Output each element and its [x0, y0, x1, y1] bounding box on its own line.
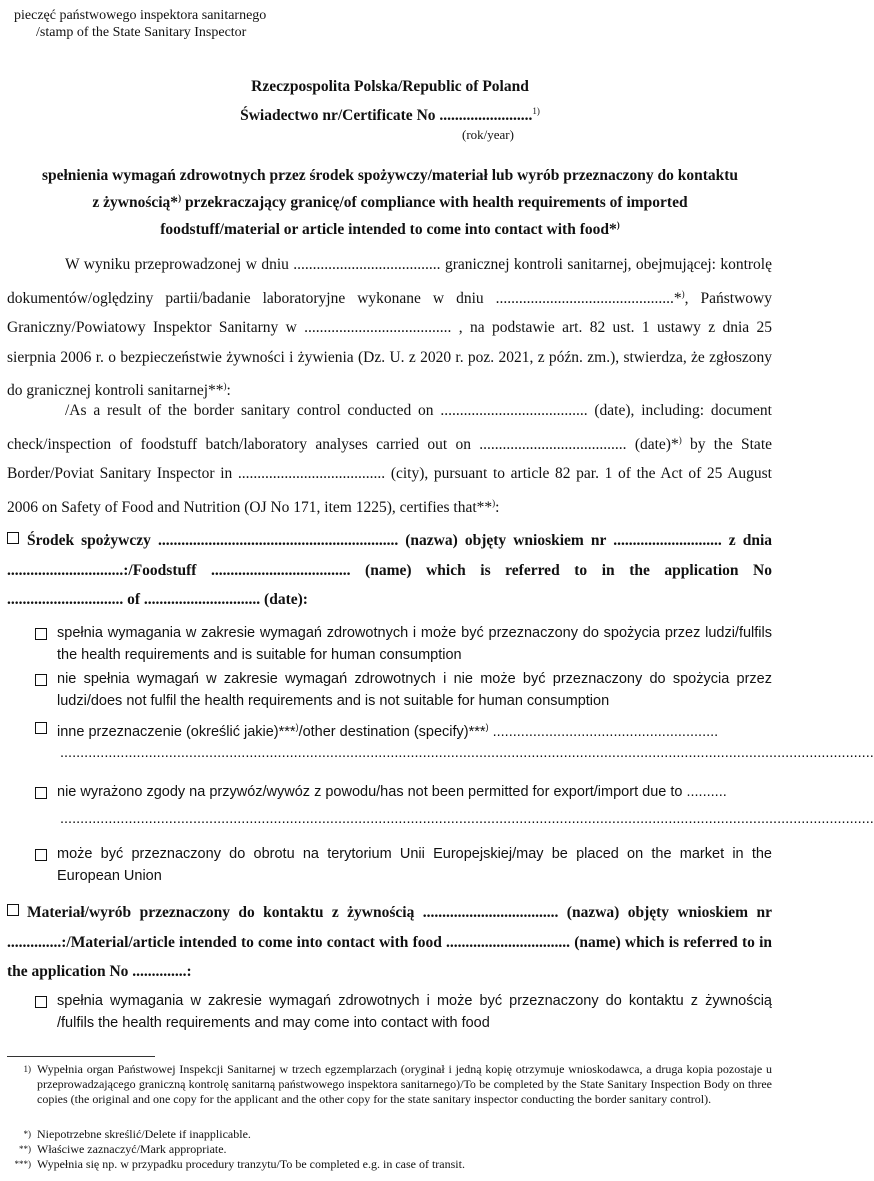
option-other-destination-text [35, 716, 772, 743]
stamp-caption [14, 7, 266, 41]
paragraph-english-content [7, 396, 772, 522]
footnote-2-text: Niepotrzebne skreślić/Delete if inapplicable. [37, 1127, 251, 1141]
footnote-3-mark: **) [19, 1144, 31, 1154]
paragraph-polish-a: W wyniku przeprowadzonej w dniu ...................................... granicznej kontroli sanitarnej, obejmującej: kontrolę dokumentów/oględziny partii/badanie laboratoryjne wykonane w dniu ..............................................* [7, 256, 772, 307]
option-not-permitted-text: nie wyrażono zgody na przywóz/wywóz z powodu/has not been permitted for export/import due to .......... [57, 784, 727, 800]
option-not-suitable-consumption-text: nie spełnia wymagań w zakresie wymagań zdrowotnych i nie może być przeznaczony do spożycia przez ludzi/does not fulfil the health requirements and is not suitable for human consumption [57, 671, 772, 709]
footnote-3 [7, 1142, 772, 1157]
paragraph-polish-content [7, 250, 772, 406]
paragraph-polish [7, 250, 772, 406]
paragraph-polish-b: , Państwowy Graniczny/Powiatowy Inspektor Sanitarny w ...................................... , na podstawie art. 82 ust. 1 ustawy z dnia 25 sierpnia 2006 r. o bezpieczeństwie żywności i żywienia (Dz. U. z 2020 r. poz. 2021, z późn. zm.), stwierdza, że zgłoszony do granicznej kontroli sanitarnej** [7, 289, 772, 400]
certificate-footnote-ref: 1) [532, 106, 540, 116]
paragraph-english-c: : [495, 498, 500, 516]
option-not-suitable-consumption [35, 668, 772, 712]
option-other-destination-sup-b: ) [485, 722, 489, 732]
title-line3-text: foodstuff/material or article intended to come into contact with food* [160, 221, 617, 239]
option-not-suitable-consumption-checkbox[interactable] [35, 674, 47, 686]
republic-heading: Rzeczpospolita Polska/Republic of Poland [251, 78, 529, 95]
title-line2b: przekraczający granicę/of compliance with health requirements of imported [181, 194, 688, 212]
footnote-2-mark: *) [23, 1129, 31, 1139]
paragraph-polish-sup-b: ) [223, 381, 227, 392]
title-footnote-ref-1: ) [178, 193, 182, 203]
footnote-4 [7, 1157, 772, 1172]
paragraph-polish-c: : [226, 382, 231, 400]
option-suitable-consumption-text: spełnia wymagania w zakresie wymagań zdrowotnych i może być przeznaczony do spożycia przez ludzi/fulfils the health requirements and is suitable for human consumption [57, 625, 772, 663]
footnote-1-text: Wypełnia organ Państwowej Inspekcji Sanitarnej w trzech egzemplarzach (oryginał i jedną kopię otrzymuje wnioskodawca, a druga kopia pozostaje u przeprowadzającego graniczną kontrolę sanitarną państwowego inspektora sanitarnego)/To be completed by the State Sanitary Inspection Body on three copies (the original and one copy for the applicant and the other copy for the state sanitary inspector conducting the border sanitary control). [37, 1062, 772, 1106]
foodstuff-section [7, 526, 772, 615]
option-other-destination-a: inne przeznaczenie (określić jakie)*** [57, 723, 296, 740]
footnote-2 [7, 1127, 772, 1142]
option-suitable-consumption-checkbox[interactable] [35, 628, 47, 640]
title-line2 [0, 187, 780, 214]
foodstuff-section-text: Środek spożywczy .............................................................. (nazwa) objęty wnioskiem nr ............................ z dnia ..............................:/Foodstuff .................................... (name) which is referred to in the application No .............................. of .............................. (date): [7, 532, 772, 608]
stamp-caption-line1: pieczęć państwowego inspektora sanitarnego [14, 8, 267, 23]
material-section-text: Materiał/wyrób przeznaczony do kontaktu z żywnością ................................... (nazwa) objęty wnioskiem nr ..............:/Material/article intended to come into contact with food ................................ (name) which is referred to in the application No ..............: [7, 904, 772, 980]
certificate-number-heading [0, 106, 780, 125]
footnote-1-mark: 1) [23, 1064, 31, 1074]
footnote-separator [7, 1056, 155, 1057]
option-material-fulfils-text: spełnia wymagania w zakresie wymagań zdrowotnych i może być przeznaczony do kontaktu z żywnością /fulfils the health requirements and may come into contact with food [57, 993, 772, 1031]
option-other-destination [35, 716, 772, 743]
option-material-fulfils-checkbox[interactable] [35, 996, 47, 1008]
paragraph-english-sup-a: ) [678, 434, 682, 445]
option-other-destination-checkbox[interactable] [35, 722, 47, 734]
footnote-4-text: Wypełnia się np. w przypadku procedury tranzytu/To be completed e.g. in case of transit. [37, 1157, 465, 1171]
title-line1: spełnienia wymagań zdrowotnych przez środek spożywczy/materiał lub wyrób przeznaczony do kontaktu [41, 167, 739, 184]
other-destination-fill-line[interactable]: .......................................................................................................................................................................................................... [60, 745, 874, 761]
certificate-number-text: Świadectwo nr/Certificate No ........................ [240, 107, 533, 125]
material-checkbox[interactable] [7, 904, 19, 916]
paragraph-english-b: by the State Border/Poviat Sanitary Inspector in ...................................... (city), pursuant to article 82 par. 1 of the Act of 25 August 2006 on Safety of Food and Nutrition (OJ No 171, item 1225), certifies that** [7, 435, 772, 516]
material-section [7, 898, 772, 987]
title-footnote-ref-2: ) [616, 220, 620, 231]
footnote-4-mark: ***) [14, 1159, 31, 1169]
paragraph-english [7, 396, 772, 522]
option-other-destination-c: ........................................................ [488, 723, 719, 740]
title-line2a: z żywnością* [92, 194, 179, 212]
not-permitted-fill-line[interactable]: .......................................................................................................................................................................................................... [60, 811, 874, 827]
stamp-caption-line2: /stamp of the State Sanitary Inspector [36, 25, 247, 40]
footnote-3-text: Właściwe zaznaczyć/Mark appropriate. [37, 1142, 227, 1156]
option-eu-market-text: może być przeznaczony do obrotu na terytorium Unii Europejskiej/may be placed on the market in the European Union [57, 846, 772, 884]
option-other-destination-b: /other destination (specify)*** [298, 723, 486, 740]
option-not-permitted-checkbox[interactable] [35, 787, 47, 799]
rok-year-label: (rok/year) [462, 127, 514, 142]
paragraph-polish-sup-a: ) [681, 288, 685, 299]
option-not-permitted [35, 781, 772, 803]
option-material-fulfils [35, 990, 772, 1034]
option-eu-market-checkbox[interactable] [35, 849, 47, 861]
paragraph-english-sup-b: ) [492, 497, 496, 508]
option-suitable-consumption [35, 622, 772, 666]
title-line3 [0, 214, 780, 241]
option-other-destination-sup-a: ) [295, 722, 299, 732]
document-title [0, 164, 780, 241]
footnote-1 [7, 1062, 772, 1107]
option-eu-market [35, 843, 772, 887]
paragraph-english-a: /As a result of the border sanitary control conducted on ...................................... (date), including: document check/inspection of foodstuff batch/laboratory analyses carried out on ...................................... (date)* [7, 402, 772, 453]
foodstuff-checkbox[interactable] [7, 532, 19, 544]
